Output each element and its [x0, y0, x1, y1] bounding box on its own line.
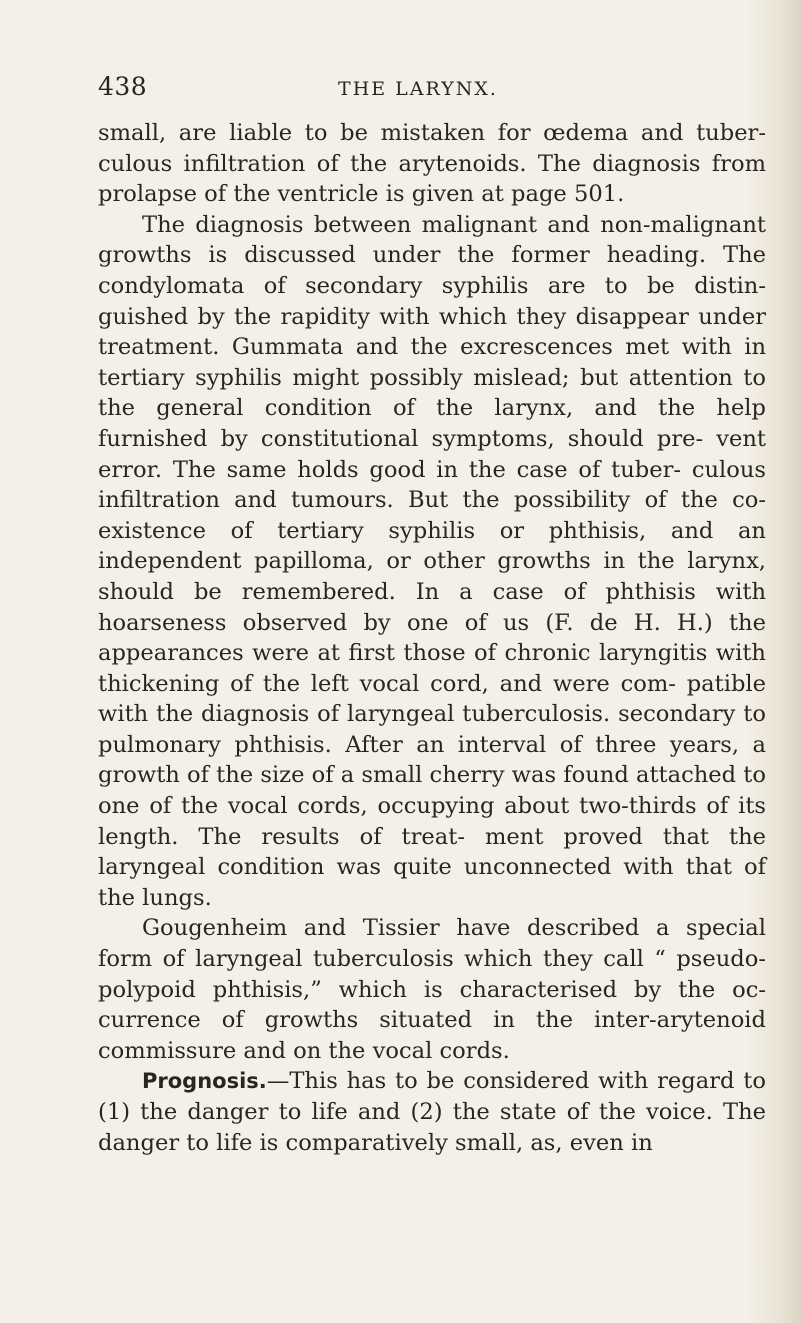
- prognosis-text: —This has to be considered with regard to (1) the danger to life and (2) the state of the voice. The danger to life is comparatively small, as, even in: [98, 1068, 766, 1156]
- paragraph-pseudo-polypoid-phthisis: Gougenheim and Tissier have described a special form of laryngeal tuberculosis which they call “ pseudo- polypoid phthisis,” which is characterised by the oc- currence of growths situated in the inter-arytenoid commissure and on the vocal cords.: [98, 915, 766, 1064]
- running-head: THE LARYNX.: [338, 78, 498, 100]
- paragraph-prognosis: [98, 1066, 766, 1158]
- paragraph-continuation: small, are liable to be mistaken for œdema and tuber- culous infiltration of the arytenoids. The diagnosis from prolapse of the ventricle is given at page 501.: [98, 120, 766, 208]
- prognosis-heading: Prognosis.: [142, 1069, 267, 1094]
- paragraph-differential-diagnosis: The diagnosis between malignant and non-malignant growths is discussed under the former heading. The condylomata of secondary syphilis are to be distin- guished by the rapidity with which they disappear under treatment. Gummata and the excrescences met with in tertiary syphilis might possibly mislead; but attention to the general condition of the larynx, and the help furnished by constitutional symptoms, should pre- vent error. The same holds good in the case of tuber- culous infiltration and tumours. But the possibility of the co-existence of tertiary syphilis or phthisis, and an independent papilloma, or other growths in the larynx, should be remembered. In a case of phthisis with hoarseness observed by one of us (F. de H. H.) the appearances were at first those of chronic laryngitis with thickening of the left vocal cord, and were com- patible with the diagnosis of laryngeal tuberculosis. secondary to pulmonary phthisis. After an interval of three years, a growth of the size of a small cherry was found attached to one of the vocal cords, occupying about two-thirds of its length. The results of treat- ment proved that the laryngeal condition was quite unconnected with that of the lungs.: [98, 211, 766, 911]
- page-number: 438: [98, 72, 148, 101]
- page-header: [98, 72, 738, 112]
- body-text: [98, 118, 766, 1158]
